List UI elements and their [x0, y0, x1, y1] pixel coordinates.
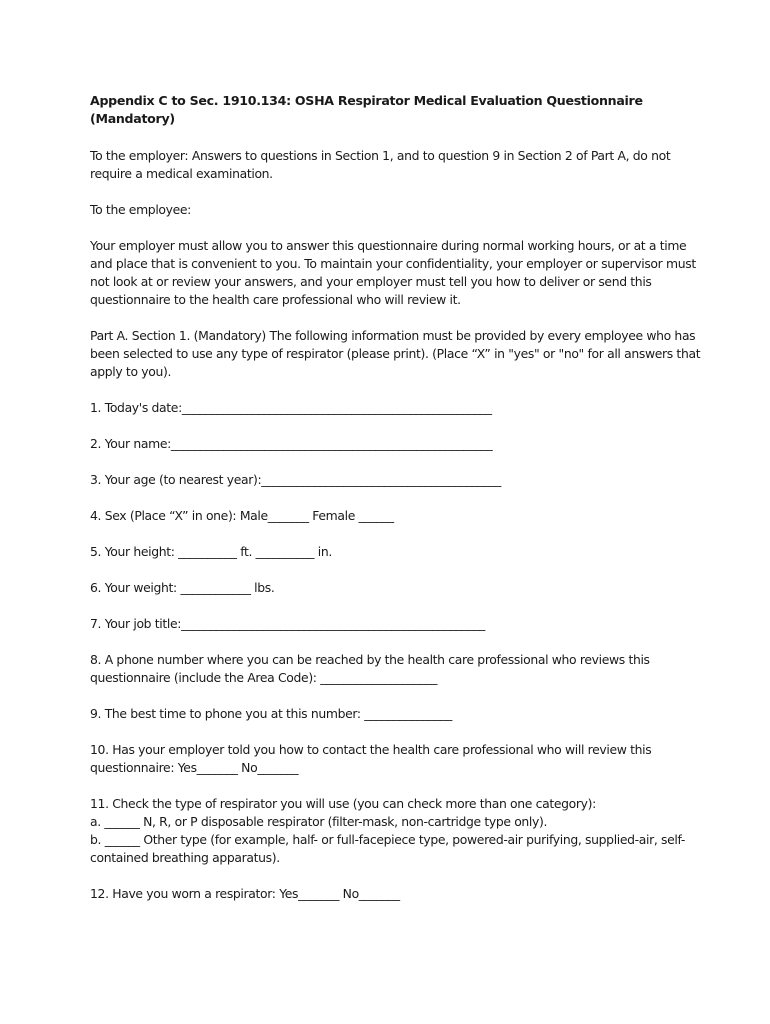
question-1-todays-date[interactable] [90, 399, 690, 417]
question-11-respirator-type[interactable] [90, 795, 690, 867]
question-7-job-title[interactable] [90, 615, 690, 633]
question-12-worn-respirator[interactable] [90, 885, 690, 903]
employee-note-line-4: questionnaire to the health care professional who will review it. [90, 292, 461, 307]
question-4-text[interactable]: 4. Sex (Place “X” in one): Male_______ Female ______ [90, 508, 394, 523]
employer-note-line-1: To the employer: Answers to questions in Section 1, and to question 9 in Section 2 of Part A, do not [90, 148, 671, 163]
question-3-text[interactable]: 3. Your age (to nearest year):_________________________________________ [90, 472, 501, 487]
title-line-2: (Mandatory) [90, 111, 175, 126]
part-a-line-2: been selected to use any type of respirator (please print). (Place “X” in "yes" or "no" for all answers that [90, 346, 701, 361]
employee-note [90, 237, 696, 309]
question-3-your-age[interactable] [90, 471, 690, 489]
part-a-instructions [90, 327, 701, 381]
question-1-text[interactable]: 1. Today's date:_____________________________________________________ [90, 400, 492, 415]
question-6-text[interactable]: 6. Your weight: ____________ lbs. [90, 580, 275, 595]
question-7-text[interactable]: 7. Your job title:____________________________________________________ [90, 616, 486, 631]
question-4-sex[interactable] [90, 507, 690, 525]
question-9-best-time[interactable] [90, 705, 690, 723]
question-11-option-b[interactable]: b. ______ Other type (for example, half- or full-facepiece type, powered-air purifying, supplied-air, self- [90, 832, 685, 847]
employee-note-line-3: not look at or review your answers, and your employer must tell you how to deliver or send this [90, 274, 652, 289]
question-5-text[interactable]: 5. Your height: __________ ft. __________ in. [90, 544, 332, 559]
employer-note [90, 147, 690, 183]
question-10-line-2[interactable]: questionnaire: Yes_______ No_______ [90, 760, 299, 775]
question-9-text[interactable]: 9. The best time to phone you at this number: _______________ [90, 706, 452, 721]
question-2-your-name[interactable] [90, 435, 690, 453]
question-10-line-1: 10. Has your employer told you how to contact the health care professional who will review this [90, 742, 652, 757]
question-2-text[interactable]: 2. Your name:_______________________________________________________ [90, 436, 493, 451]
question-8-line-1: 8. A phone number where you can be reached by the health care professional who reviews this [90, 652, 650, 667]
part-a-line-3: apply to you). [90, 364, 172, 379]
question-6-weight[interactable] [90, 579, 690, 597]
question-8-line-2[interactable]: questionnaire (include the Area Code): ____________________ [90, 670, 438, 685]
question-11-line-1: 11. Check the type of respirator you will use (you can check more than one category): [90, 796, 596, 811]
employee-heading [90, 201, 690, 219]
question-11-option-a[interactable]: a. ______ N, R, or P disposable respirator (filter-mask, non-cartridge type only). [90, 814, 548, 829]
question-11-line-4: contained breathing apparatus). [90, 850, 280, 865]
title-line-1: Appendix C to Sec. 1910.134: OSHA Respirator Medical Evaluation Questionnaire [90, 93, 643, 108]
employee-heading-text: To the employee: [90, 202, 191, 217]
employee-note-line-1: Your employer must allow you to answer this questionnaire during normal working hours, or at a time [90, 238, 687, 253]
part-a-line-1: Part A. Section 1. (Mandatory) The following information must be provided by every employee who has [90, 328, 696, 343]
question-12-text[interactable]: 12. Have you worn a respirator: Yes_______ No_______ [90, 886, 400, 901]
document-title [90, 92, 690, 128]
question-5-height[interactable] [90, 543, 690, 561]
employee-note-line-2: and place that is convenient to you. To maintain your confidentiality, your employer or supervisor must [90, 256, 696, 271]
question-10-contact-told[interactable] [90, 741, 690, 777]
employer-note-line-2: require a medical examination. [90, 166, 273, 181]
question-8-phone-number[interactable] [90, 651, 690, 687]
